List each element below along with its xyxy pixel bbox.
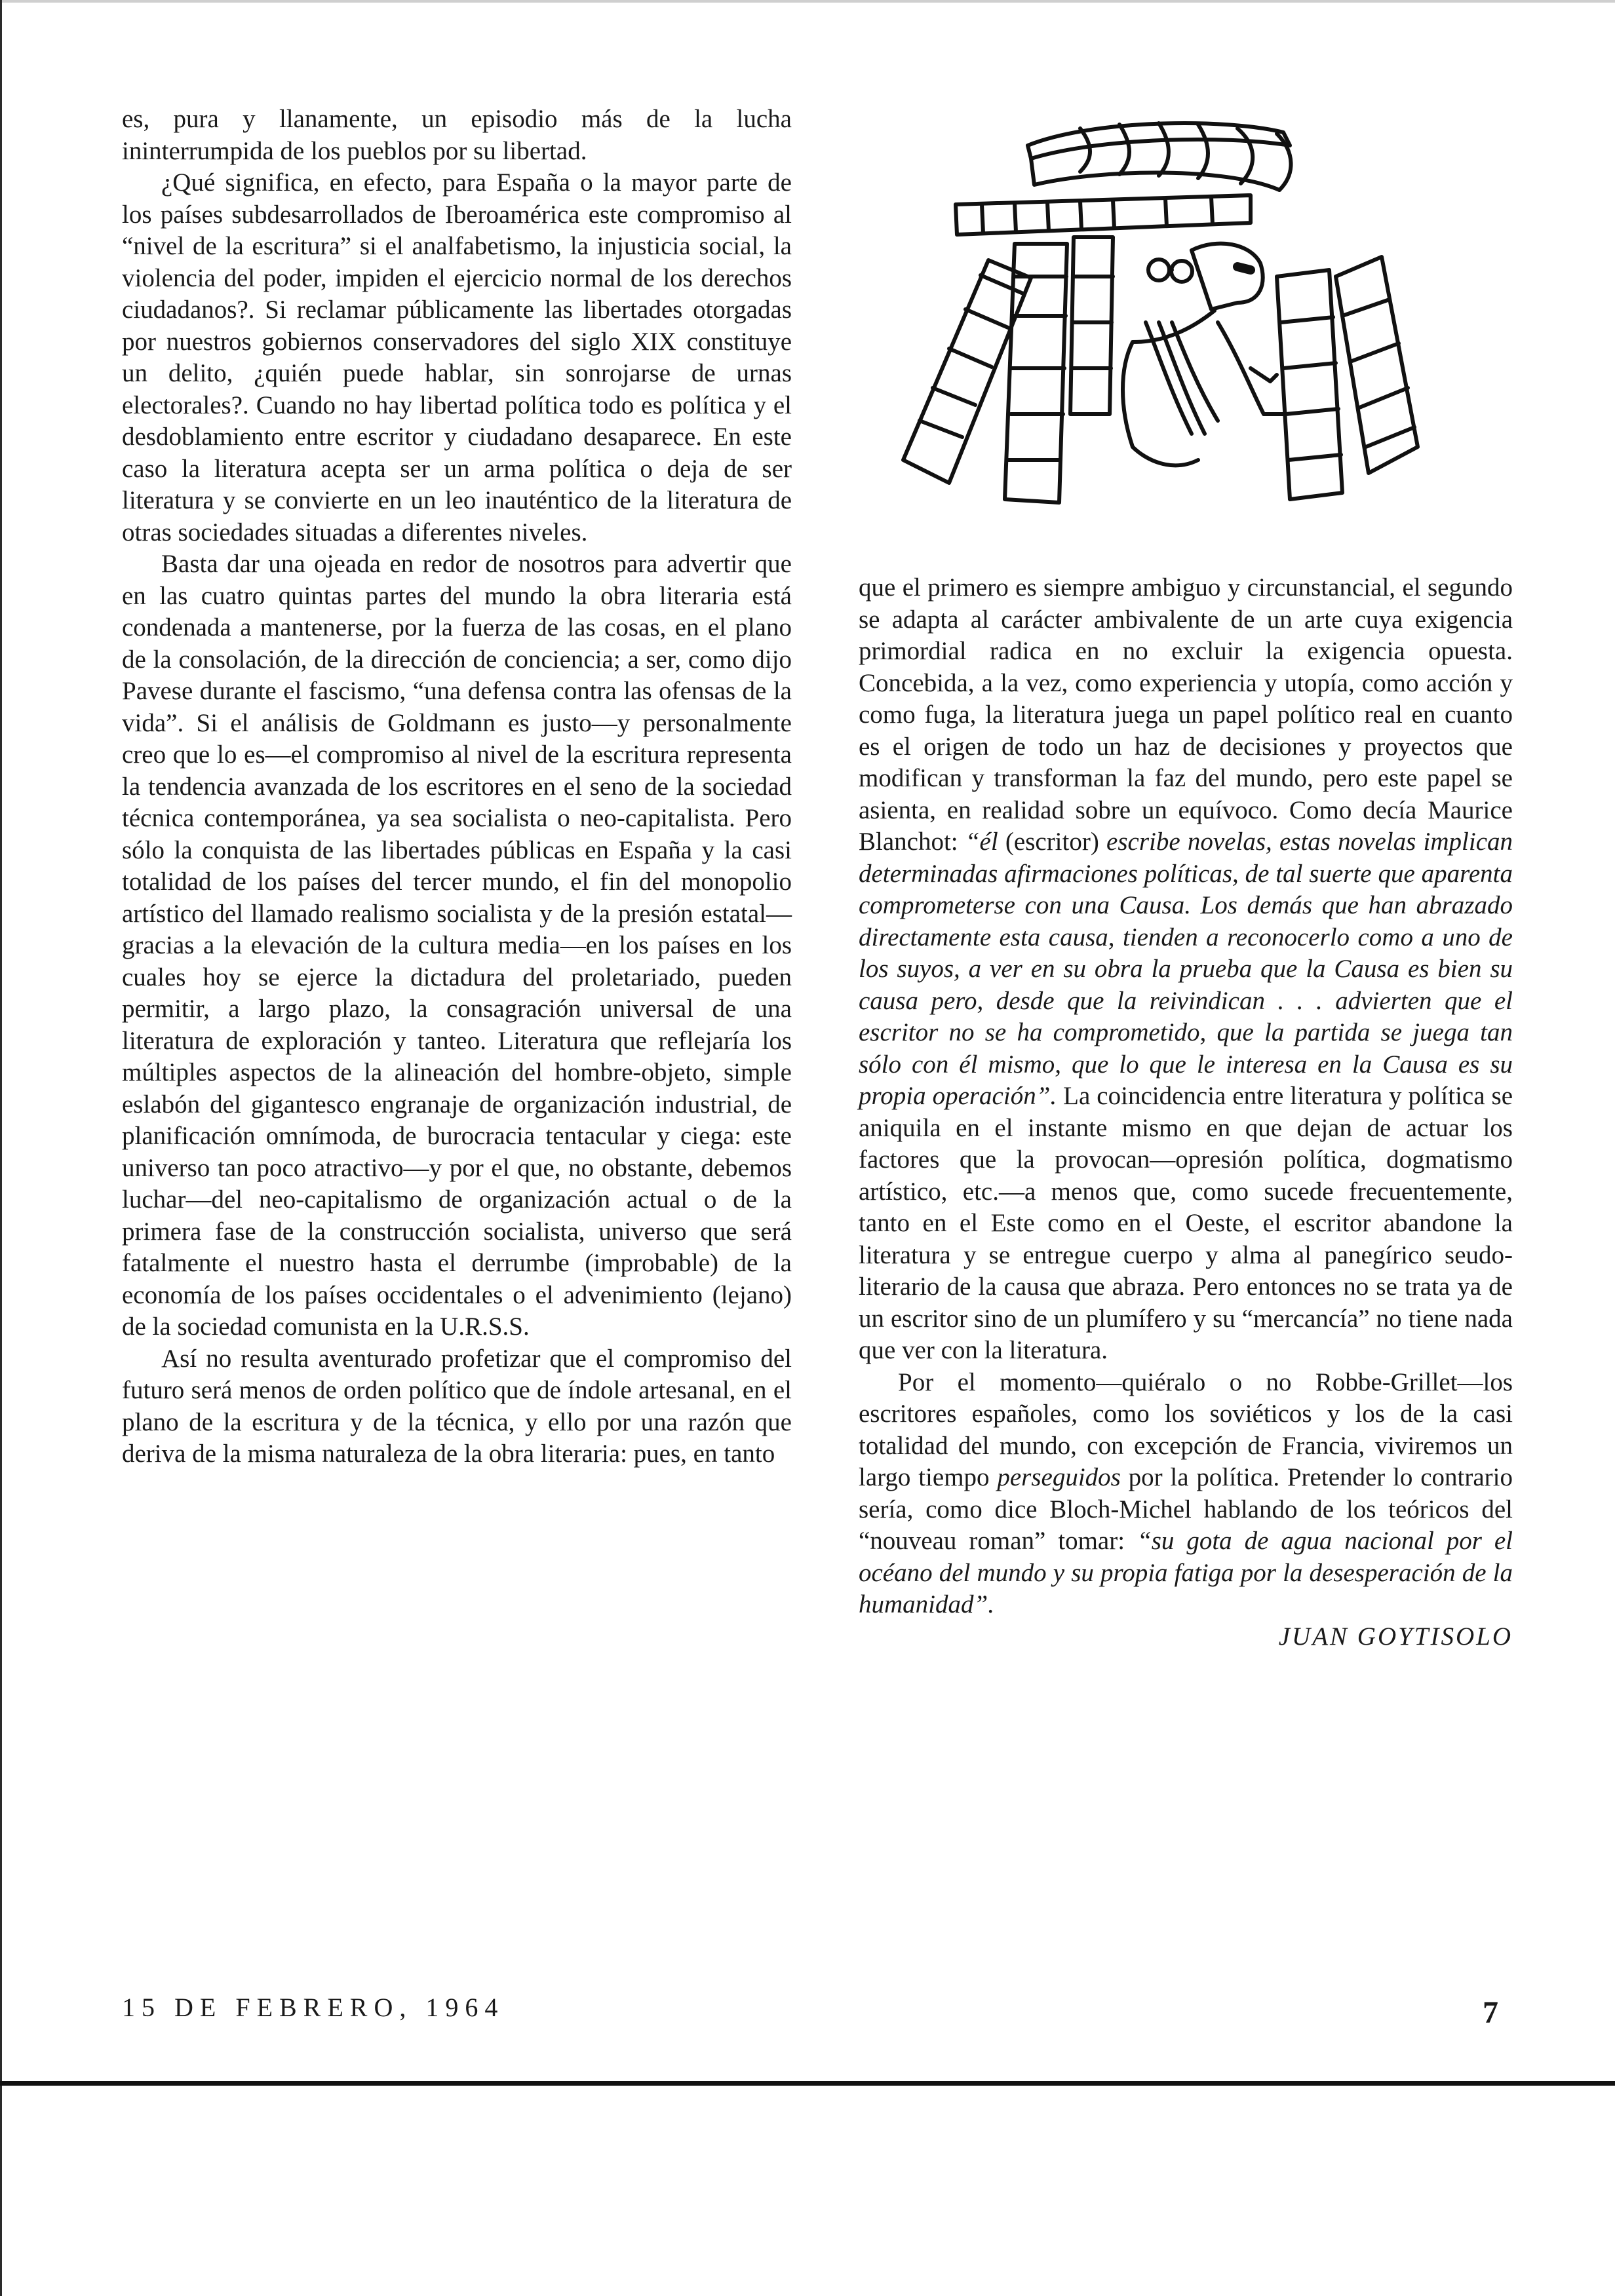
right-paragraph-2-text-a: Por el momento—quiéralo o no Robbe-Grillet—los escritores españoles, como los soviéticos y los de la casi totalidad del mundo, con excepción de Francia, viviremos un largo tiempo bbox=[859, 1368, 1513, 1491]
writer-among-books-illustration bbox=[884, 106, 1428, 526]
bloch-michel-quote: “su gota de agua nacional por el océano del mundo y su propia fatiga por la desesperación de la humanidad”. bbox=[859, 1527, 1513, 1618]
blanchot-quote-start: “él bbox=[965, 828, 998, 856]
left-paragraph-3: Basta dar una ojeada en redor de nosotros para advertir que en las cuatro quintas partes del mundo la obra literaria está condenada a mantenerse, por la fuerza de las cosas, en el plano de la consolación, de la dirección de conciencia; a ser, como dijo Pavese durante el fascismo, “una defensa contra las ofensas de la vida”. Si el análisis de Goldmann es justo—y personalmente creo que lo es—el compromiso al nivel de la escritura representa la tendencia avanzada de los escritores en el seno de la sociedad técnica contemporánea, ya sea socialista o neo-capitalista. Pero sólo la conquista de las libertades públicas en España y la casi totalidad de los países del tercer mundo, el fin del monopolio artístico del llamado realismo socialista y de la presión estatal—gracias a la elevación de la cultura media—en los países en los cuales hoy se ejerce la dictadura del proletariado, pueden permitir, a largo plazo, la consagración universal de una literatura de exploración y tanteo. Literatura que reflejaría los múltiples aspectos de la alineación del hombre-objeto, simple eslabón del gigantesco engranaje de organización industrial, de planificación omnímoda, de burocracia tentacular y ciega: este universo tan poco atractivo—y por el que, no obstante, debemos luchar—del neo-capitalismo de organización actual o de la primera fase de la construcción socialista, universo que será fatalmente el nuestro hasta el derrumbe (improbable) de la economía de los países occidentales o el advenimiento (lejano) de la sociedad comunista en la U.R.S.S. bbox=[122, 550, 792, 1341]
scan-edge-bottom bbox=[0, 2081, 1615, 2086]
right-paragraph-2-text-b: por la política. Pretender lo contrario sería, como dice Bloch-Michel hablando de los teóricos del “nouveau roman” tomar: bbox=[859, 1463, 1513, 1555]
right-paragraph-1 bbox=[859, 572, 1513, 1367]
left-column bbox=[122, 104, 792, 1470]
blanchot-quote: escribe novelas, estas novelas implican determinadas afirmaciones políticas, de tal suerte que aparenta comprometerse con una Causa. Los demás que han abrazado directamente esta causa, tienden a reconocerlo como a uno de los suyos, a ver en su obra la prueba que la Causa es bien su causa pero, desde que la reivindican . . . advierten que el escritor no se ha comprometido, que la partida se juega tan sólo con él mismo, que lo que le interesa en la Causa es su propia operación”. bbox=[859, 828, 1513, 1110]
left-paragraph-2: ¿Qué significa, en efecto, para España o la mayor parte de los países subdesarrollados de Iberoamérica este compromiso al “nivel de la escritura” si el analfabetismo, la injusticia social, la violencia del poder, impiden el ejercicio normal de los derechos ciudadanos?. Si reclamar públicamente las libertades otorgadas por nuestros gobiernos conservadores del siglo XIX constituye un delito, ¿quién puede hablar, sin sonrojarse de urnas electorales?. Cuando no hay libertad política todo es política y el desdoblamiento entre escritor y ciudadano desaparece. En este caso la literatura acepta ser un arma política o deja de ser literatura y se convierte en un leo inauténtico de la literatura de otras sociedades situadas a diferentes niveles. bbox=[122, 168, 792, 546]
right-paragraph-2 bbox=[859, 1367, 1513, 1621]
right-paragraph-1-text-b: La coincidencia entre literatura y política se aniquila en el instante mismo en que dejan de actuar los factores que la provocan—opresión política, dogmatismo artístico, etc.—a menos que, como sucede frecuentemente, tanto en el Este como en el Oeste, el escritor abandone la literatura y se entregue cuerpo y alma al panegírico seudo-literario de la causa que abraza. Pero entonces no se trata ya de un escritor sino de un plumífero y su “mercancía” no tiene nada que ver con la literatura. bbox=[859, 1082, 1513, 1364]
page-number: 7 bbox=[1483, 1995, 1498, 2030]
scan-edge-top bbox=[0, 0, 1615, 3]
footer-date: 15 DE FEBRERO, 1964 bbox=[122, 1993, 505, 2022]
right-column bbox=[859, 572, 1513, 1653]
emphasis-perseguidos: perseguidos bbox=[997, 1463, 1121, 1491]
left-paragraph-4: Así no resulta aventurado profetizar que el compromiso del futuro será menos de orden político que de índole artesanal, en el plano de la escritura y de la técnica, y ello por una razón que deriva de la misma naturaleza de la obra literaria: pues, en tanto bbox=[122, 1344, 792, 1468]
right-paragraph-1-text-a: que el primero es siempre ambiguo y circunstancial, el segundo se adapta al carácter ambivalente de un arte cuya exigencia primordial radica en no excluir la exigencia opuesta. Concebida, a la vez, como experiencia y utopía, como acción y como fuga, la literatura juega un papel político real en cuanto es el origen de todo un haz de decisiones y proyectos que modifican y transforman la faz del mundo, pero este papel se asienta, en realidad sobre un equívoco. Como decía Maurice Blanchot: bbox=[859, 573, 1513, 856]
left-paragraph-1: es, pura y llanamente, un episodio más de la lucha ininterrumpida de los pueblos por su libertad. bbox=[122, 105, 792, 165]
scan-edge-left bbox=[0, 0, 2, 2296]
blanchot-quote-aside: (escritor) bbox=[998, 828, 1107, 856]
author-signature: JUAN GOYTISOLO bbox=[1278, 1622, 1513, 1651]
